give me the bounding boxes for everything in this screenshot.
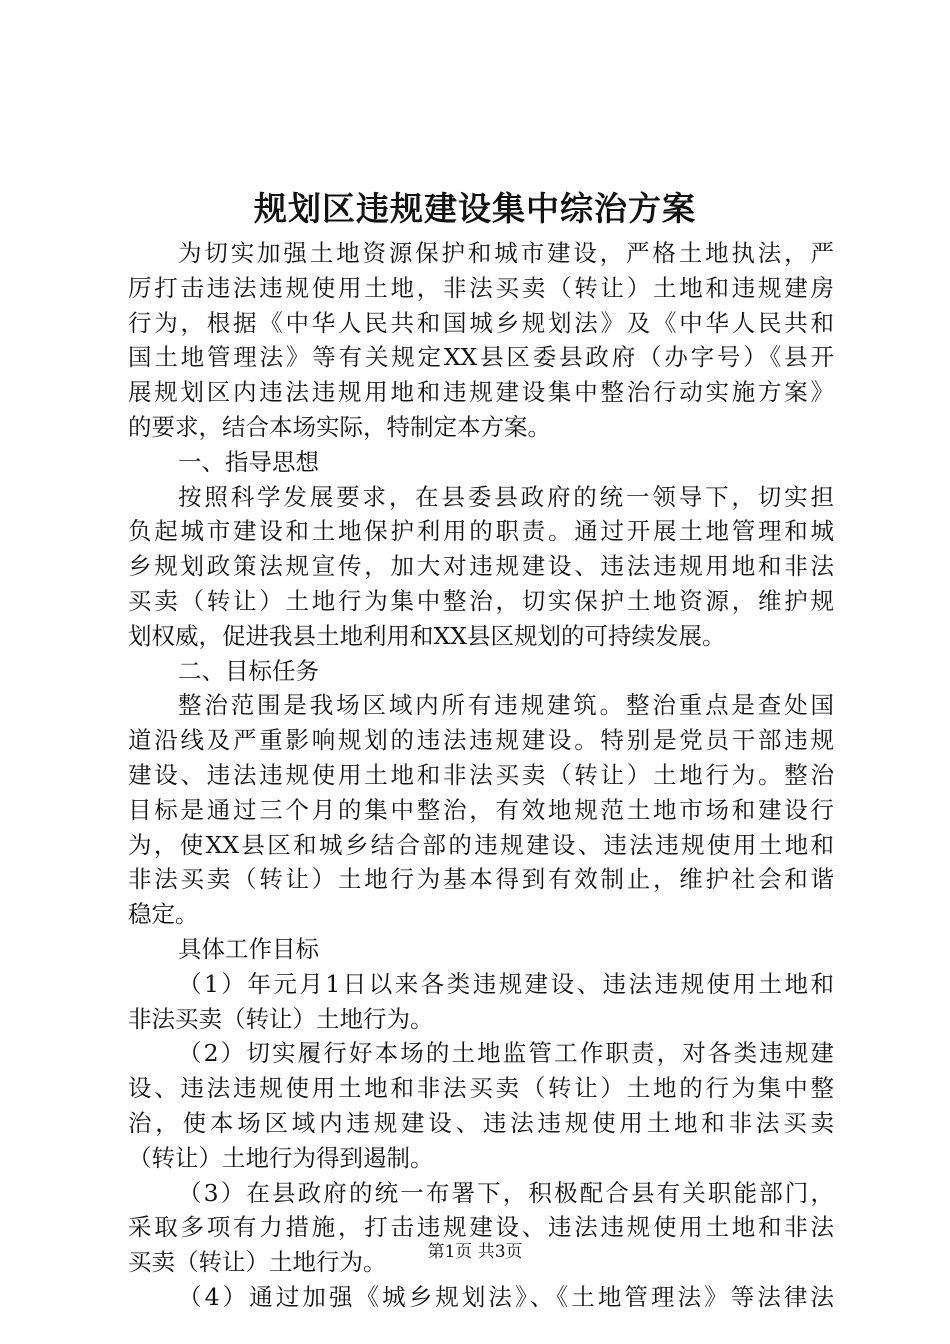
section-heading: 一、指导思想	[178, 447, 319, 476]
text-line: 买卖（转让）土地行为集中整治，切实保护土地资源，维护规	[128, 586, 834, 615]
text-line: 稳定。	[128, 900, 199, 929]
list-item-line: （4）通过加强《城乡规划法》、《土地管理法》等法律法	[178, 1282, 834, 1311]
text-line: 道沿线及严重影响规划的违法违规建设。特别是党员干部违规	[128, 726, 834, 755]
text-line: 的要求，结合本场实际，特制定本方案。	[128, 412, 551, 441]
text-line: 行为，根据《中华人民共和国城乡规划法》及《中华人民共和	[128, 308, 834, 337]
text-line: 为，使XX县区和城乡结合部的违规建设、违法违规使用土地和	[128, 830, 834, 859]
list-item-line: 治，使本场区域内违规建设、违法违规使用土地和非法买卖	[128, 1108, 834, 1137]
list-item-line: （1）年元月1日以来各类违规建设、违法违规使用土地和	[178, 969, 834, 998]
document-body	[128, 236, 834, 1315]
text-line: 建设、违法违规使用土地和非法买卖（转让）土地行为。整治	[128, 760, 834, 789]
document-title: 规划区违规建设集中综治方案	[254, 189, 696, 228]
text-line: 目标是通过三个月的集中整治，有效地规范土地市场和建设行	[128, 795, 834, 824]
text-line: 非法买卖（转让）土地行为基本得到有效制止，维护社会和谐	[128, 865, 834, 894]
text-line: 整治范围是我场区域内所有违规建筑。整治重点是查处国	[178, 691, 834, 720]
text-line: 划权威，促进我县土地利用和XX县区规划的可持续发展。	[128, 621, 726, 650]
list-item-line: 非法买卖（转让）土地行为。	[128, 1004, 434, 1033]
text-line: 厉打击违法违规使用土地，非法买卖（转让）土地和违规建房	[128, 273, 834, 302]
list-item-line: 采取多项有力措施，打击违规建设、违法违规使用土地和非法	[128, 1213, 834, 1242]
text-line: 为切实加强土地资源保护和城市建设，严格土地执法，严	[178, 239, 834, 267]
list-item-line: 买卖（转让）土地行为。	[128, 1248, 387, 1277]
section-heading: 具体工作目标	[178, 934, 319, 963]
text-line: 负起城市建设和土地保护利用的职责。通过开展土地管理和城	[128, 517, 834, 546]
text-line: 展规划区内违法违规用地和违规建设集中整治行动实施方案》	[128, 378, 834, 407]
list-item-line: 设、违法违规使用土地和非法买卖（转让）土地的行为集中整	[128, 1074, 834, 1103]
text-line: 乡规划政策法规宣传，加大对违规建设、违法违规用地和非法	[128, 552, 834, 581]
page-footer: 第1页 共3页	[427, 1242, 523, 1262]
list-item-line: （2）切实履行好本场的土地监管工作职责，对各类违规建	[178, 1039, 834, 1068]
list-item-line: （3）在县政府的统一布署下，积极配合县有关职能部门，	[178, 1178, 834, 1207]
text-line: 按照科学发展要求，在县委县政府的统一领导下，切实担	[178, 482, 834, 511]
text-line: 国土地管理法》等有关规定XX县区委县政府（办字号）《县开	[128, 343, 834, 372]
list-item-line: （转让）土地行为得到遏制。	[128, 1143, 434, 1172]
section-heading: 二、目标任务	[178, 656, 319, 685]
